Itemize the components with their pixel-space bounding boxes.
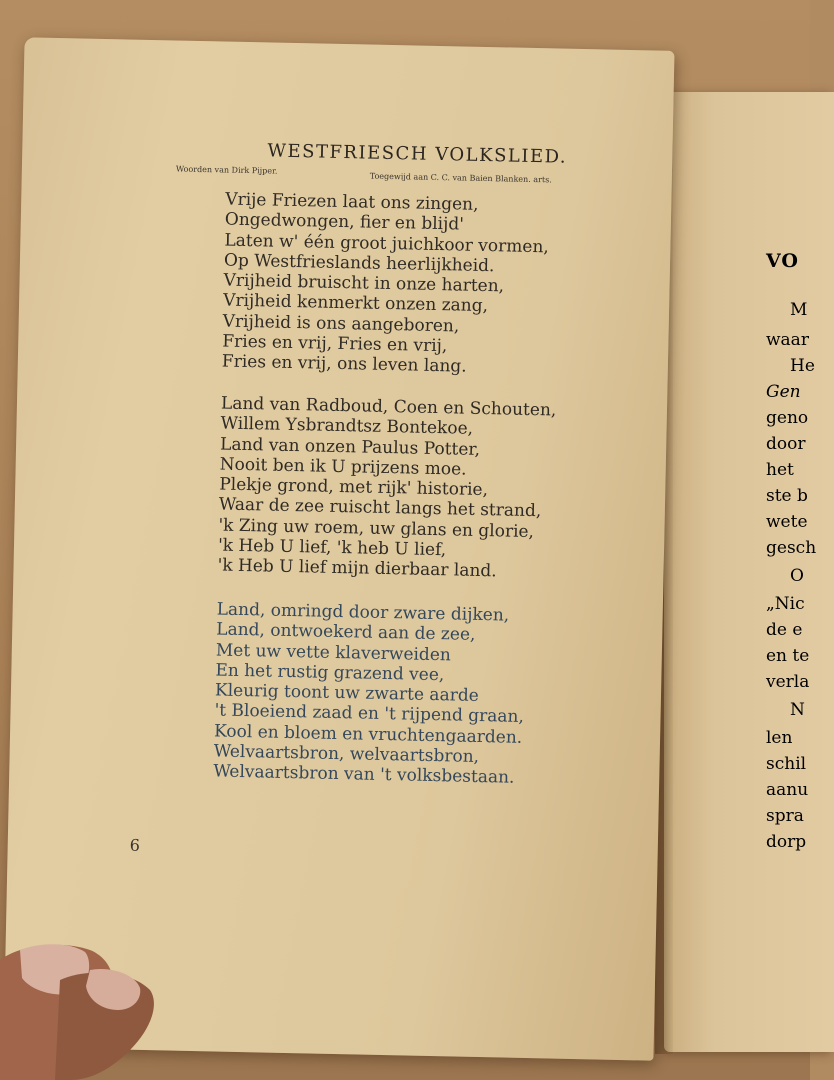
verse-line: Met uw vette klaverweiden	[215, 640, 452, 665]
right-page-line: door	[766, 434, 806, 454]
right-page-line: geno	[766, 408, 809, 428]
lyricist-credit: Woorden van Dirk Pijper.	[175, 164, 278, 176]
right-page-line: aanu	[766, 780, 809, 800]
verse-line: Ongedwongen, fier en blijd'	[224, 209, 465, 235]
right-page-line: Gen	[766, 382, 801, 402]
verse-line: Nooit ben ik U prijzens moe.	[219, 454, 467, 480]
verse-line: Op Westfrieslands heerlijkheid.	[223, 250, 495, 277]
verse-line: Vrijheid kenmerkt onzen zang,	[222, 291, 489, 317]
right-page-line: „Nic	[766, 594, 805, 614]
right-page-line: M	[790, 300, 808, 320]
right-page-line: schil	[766, 754, 807, 774]
stanza-3	[213, 599, 526, 788]
song-title: WESTFRIESCH VOLKSLIED.	[267, 140, 568, 168]
right-page-line: dorp	[766, 832, 807, 852]
right-page-line: de e	[766, 620, 803, 640]
verse-line: Land van Radboud, Coen en Schouten,	[220, 393, 557, 421]
right-page-line: He	[790, 356, 815, 376]
verse-line: Waar de zee ruischt langs het strand,	[218, 494, 542, 522]
right-page-line: wete	[766, 512, 808, 532]
dedication-credit: Toegewijd aan C. C. van Baien Blanken. arts.	[369, 171, 552, 185]
verse-line: Vrijheid is ons aangeboren,	[222, 311, 460, 337]
verse-line: Land, omringd door zware dijken,	[216, 599, 510, 626]
right-page-line: gesch	[766, 538, 817, 558]
verse-line: 'k Heb U lief, 'k heb U lief,	[217, 535, 447, 561]
verse-line: En het rustig grazend vee,	[215, 660, 445, 686]
verse-line: Welvaartsbron van 't volksbestaan.	[213, 761, 515, 789]
verse-line: Welvaartsbron, welvaartsbron,	[213, 741, 480, 768]
right-page-heading: VO	[766, 250, 799, 272]
stanza-2	[217, 393, 556, 583]
verse-line: Land van onzen Paulus Potter,	[219, 434, 481, 460]
right-page-line: het	[766, 460, 794, 480]
right-page-line: O	[790, 566, 804, 586]
verse-line: Laten w' één groot juichkoor vormen,	[224, 230, 550, 257]
verse-line: Kool en bloem en vruchtengaarden.	[213, 721, 523, 748]
verse-line: 'k Zing uw roem, uw glans en glorie,	[218, 515, 535, 542]
verse-line: Kleurig toont uw zwarte aarde	[214, 680, 479, 707]
left-page	[3, 37, 674, 1060]
right-page-line: ste b	[766, 486, 808, 506]
verse-line: Willem Ysbrandtsz Bontekoe,	[220, 413, 474, 440]
verse-line: 'k Heb U lief mijn dierbaar land.	[217, 555, 497, 582]
right-page-line: en te	[766, 646, 810, 666]
right-page-line: N	[790, 700, 805, 720]
verse-line: Vrijheid bruischt in onze harten,	[223, 270, 505, 297]
stanza-1	[222, 190, 550, 379]
verse-line: Land, ontwoekerd aan de zee,	[216, 619, 476, 646]
right-page	[664, 92, 834, 1052]
page-number: 6	[129, 835, 141, 855]
verse-line: Fries en vrij, ons leven lang.	[221, 351, 467, 378]
right-page-line: waar	[766, 330, 809, 350]
verse-line: Fries en vrij, Fries en vrij,	[222, 331, 448, 357]
right-page-line: len	[766, 728, 793, 748]
verse-line: 't Bloeiend zaad en 't rijpend graan,	[214, 700, 525, 728]
verse-line: Vrije Friezen laat ons zingen,	[225, 189, 479, 215]
right-page-line: spra	[766, 806, 804, 826]
thumb-holding-page	[0, 940, 160, 1080]
verse-line: Plekje grond, met rijk' historie,	[219, 474, 489, 501]
right-page-line: verla	[766, 672, 810, 692]
